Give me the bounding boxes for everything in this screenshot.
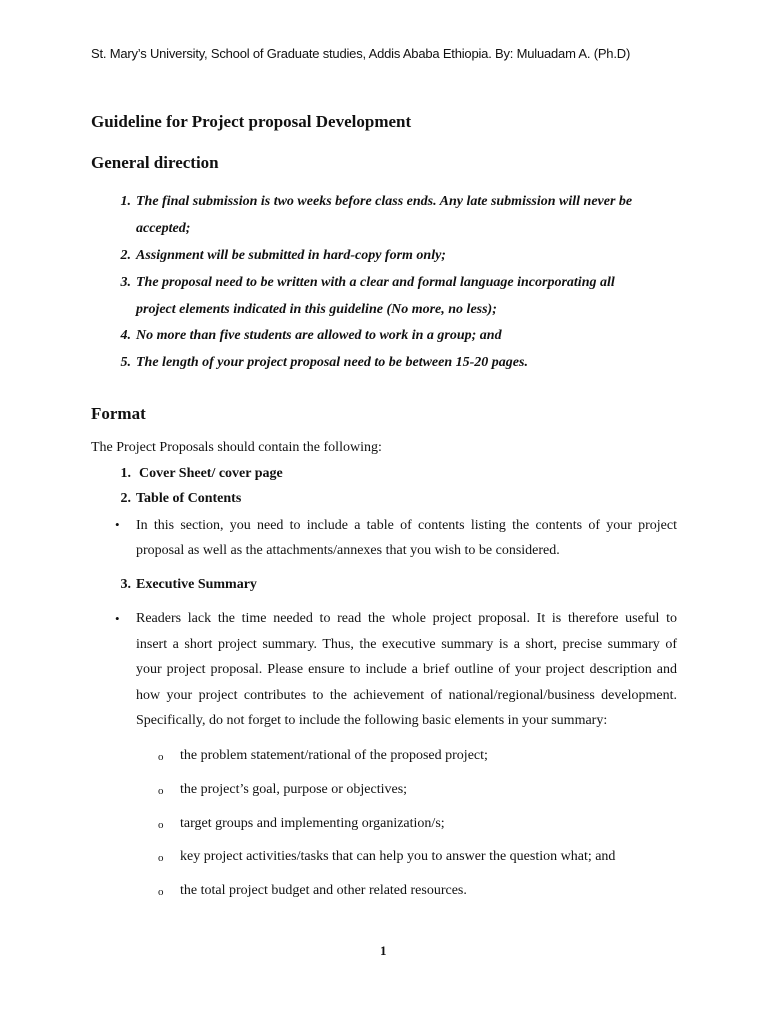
list-item: the project’s goal, purpose or objectives; [180, 782, 408, 797]
general-direction-heading: General direction [91, 153, 219, 172]
circle-marker: o [158, 886, 164, 898]
section-number: 1. [120, 466, 131, 481]
exec-paragraph-line: your project proposal. Please ensure to include a brief outline of your project description and [136, 662, 677, 677]
toc-paragraph-line: proposal as well as the attachments/annexes that you wish to be considered. [136, 543, 560, 558]
list-item: target groups and implementing organization/s; [180, 816, 445, 831]
list-text: The final submission is two weeks before class ends. Any late submission will never be [136, 194, 633, 209]
exec-paragraph-line: Specifically, do not forget to include the following basic elements in your summary: [136, 713, 608, 728]
section-number: 3. [120, 577, 131, 592]
list-number: 1. [120, 194, 131, 209]
list-item: the total project budget and other related resources. [180, 883, 467, 898]
list-text-continued: project elements indicated in this guideline (No more, no less); [136, 302, 497, 317]
exec-paragraph-line: how your project contributes to the achievement of national/regional/business development. [136, 688, 677, 703]
section-label: Executive Summary [136, 577, 257, 592]
section-label: Table of Contents [136, 491, 242, 506]
circle-marker: o [158, 852, 164, 864]
exec-paragraph-line: insert a short project summary. Thus, the executive summary is a short, precise summary of [136, 637, 677, 652]
format-intro: The Project Proposals should contain the following: [91, 440, 382, 455]
circle-marker: o [158, 819, 164, 831]
list-text: The proposal need to be written with a clear and formal language incorporating all [136, 275, 615, 290]
list-text: Assignment will be submitted in hard-copy form only; [136, 248, 446, 263]
list-number: 5. [120, 355, 131, 370]
list-item: key project activities/tasks that can help you to answer the question what; and [180, 849, 616, 864]
circle-marker: o [158, 751, 164, 763]
exec-paragraph-line: Readers lack the time needed to read the whole project proposal. It is therefore useful to [136, 611, 677, 626]
section-label: Cover Sheet/ cover page [139, 466, 283, 481]
list-number: 4. [120, 328, 131, 343]
list-item: the problem statement/rational of the proposed project; [180, 748, 488, 763]
list-number: 2. [120, 248, 131, 263]
bullet-marker: • [115, 517, 120, 532]
page-number: 1 [380, 943, 387, 958]
section-number: 2. [120, 491, 131, 506]
format-heading: Format [91, 404, 146, 423]
list-text: No more than five students are allowed to work in a group; and [136, 328, 502, 343]
document-title: Guideline for Project proposal Development [91, 112, 412, 131]
list-number: 3. [120, 275, 131, 290]
list-text: The length of your project proposal need to be between 15-20 pages. [136, 355, 528, 370]
running-header: St. Mary’s University, School of Graduate studies, Addis Ababa Ethiopia. By: Muluadam A. (Ph.D) [91, 46, 631, 61]
list-text-continued: accepted; [136, 221, 191, 236]
circle-marker: o [158, 785, 164, 797]
bullet-marker: • [115, 611, 120, 626]
toc-paragraph-line: In this section, you need to include a table of contents listing the contents of your project [136, 518, 677, 533]
